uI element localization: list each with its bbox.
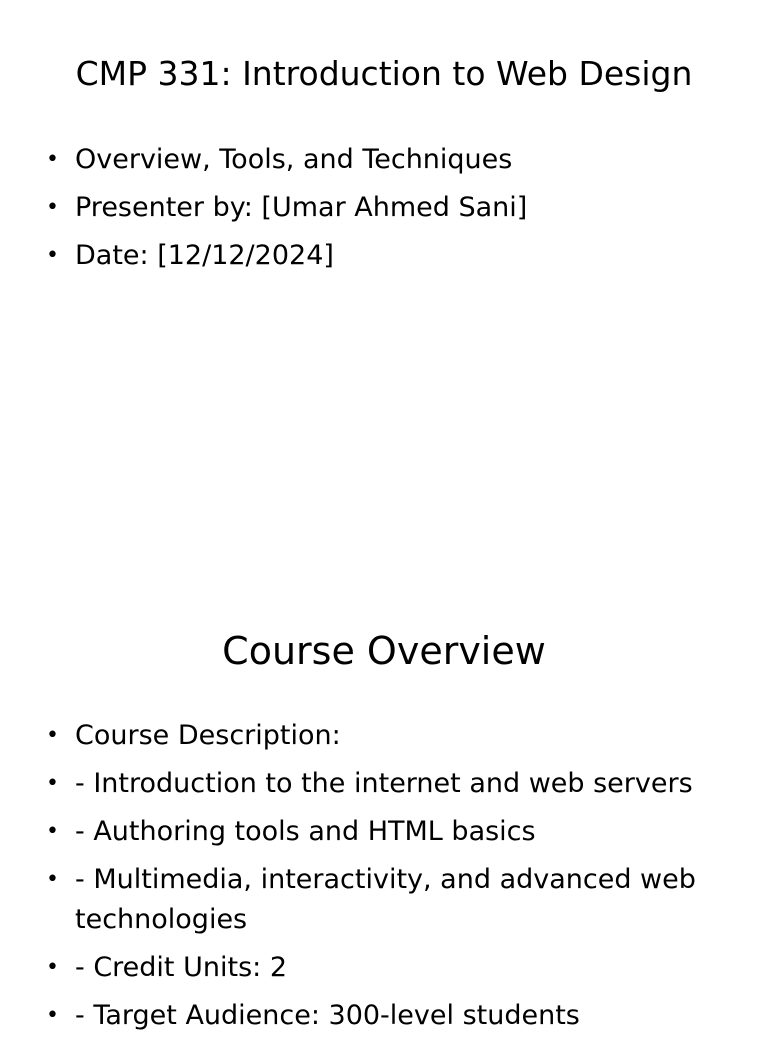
bullet-item — [46, 188, 736, 228]
bullet-list — [46, 140, 736, 284]
bullet-text: Date: [12/12/2024] — [75, 240, 334, 271]
slide-course-overview — [0, 576, 768, 1031]
bullet-icon: • — [46, 819, 59, 844]
bullet-list — [46, 716, 736, 1044]
bullet-icon: • — [46, 1003, 59, 1028]
bullet-text: - Target Audience: 300-level students — [75, 1000, 580, 1031]
bullet-item — [46, 140, 736, 180]
bullet-icon: • — [46, 867, 59, 892]
bullet-text: Overview, Tools, and Techniques — [75, 144, 513, 175]
bullet-item — [46, 996, 736, 1036]
bullet-icon: • — [46, 771, 59, 796]
bullet-text: - Authoring tools and HTML basics — [75, 816, 536, 847]
bullet-icon: • — [46, 955, 59, 980]
slide-title: Course Overview — [222, 629, 546, 673]
bullet-item — [46, 812, 736, 852]
bullet-text: - Introduction to the internet and web servers — [75, 768, 693, 799]
bullet-item — [46, 764, 736, 804]
bullet-text: - Credit Units: 2 — [75, 952, 287, 983]
slide-title: CMP 331: Introduction to Web Design — [75, 54, 693, 93]
bullet-item — [46, 860, 736, 940]
bullet-icon: • — [46, 243, 59, 268]
bullet-icon: • — [46, 147, 59, 172]
bullet-icon: • — [46, 723, 59, 748]
bullet-text: Presenter by: [Umar Ahmed Sani] — [75, 192, 528, 223]
bullet-item — [46, 948, 736, 988]
bullet-icon: • — [46, 195, 59, 220]
bullet-item — [46, 716, 736, 756]
bullet-text: - Multimedia, interactivity, and advanced web technologies — [75, 864, 696, 935]
bullet-text: Course Description: — [75, 720, 341, 751]
bullet-item — [46, 236, 736, 276]
